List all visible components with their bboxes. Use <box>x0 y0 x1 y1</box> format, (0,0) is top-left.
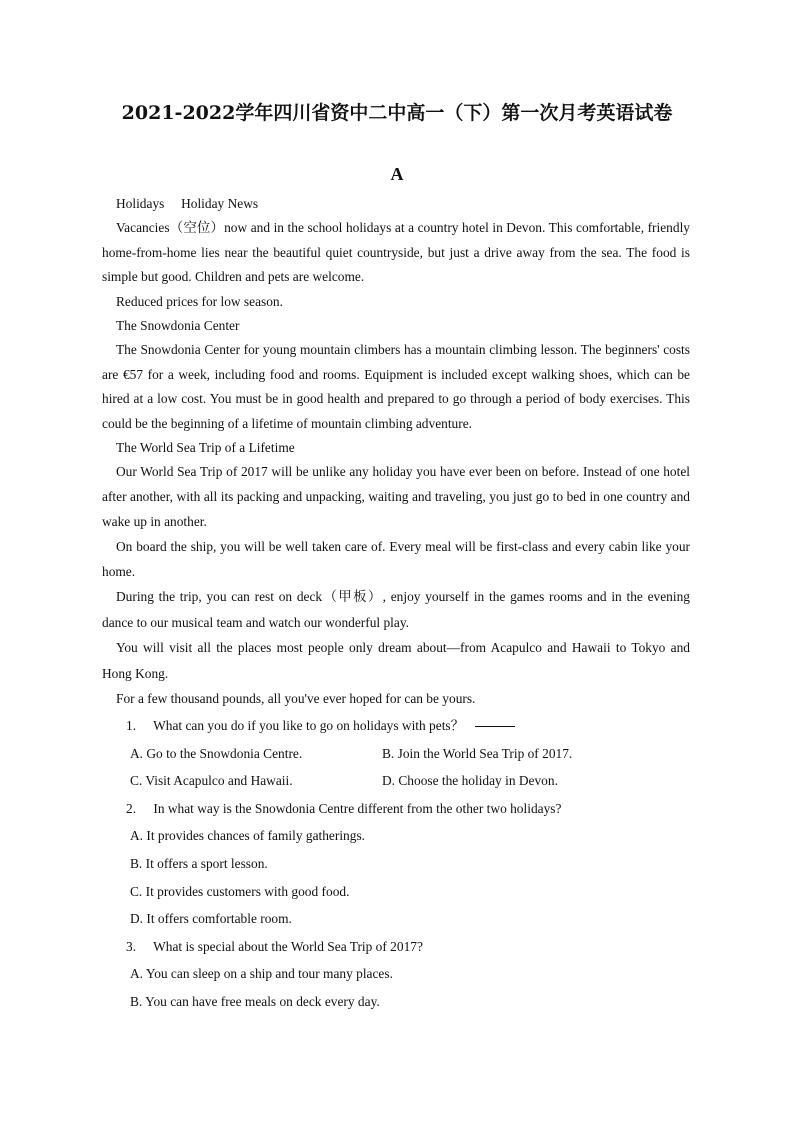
question-number: 3. <box>126 938 137 954</box>
question-number: 1. <box>126 718 137 734</box>
question-2 <box>102 795 690 823</box>
option-a[interactable]: A. It provides chances of family gatherings. <box>130 828 366 844</box>
section-heading: A <box>390 164 404 184</box>
answer-blank[interactable] <box>475 726 515 727</box>
passage-paragraph: For a few thousand pounds, all you've ever hoped for can be yours. <box>116 691 476 707</box>
passage-paragraph: Vacancies（空位）now and in the school holidays at a country hotel in Devon. This comfortable, friendly home-from-home lies near the beautiful quiet countryside, but just a drive away from the sea. The food is simple but good. Children and pets are welcome. <box>102 220 690 285</box>
passage-paragraph: During the trip, you can rest on deck（甲板）, enjoy yourself in the games rooms and in the evening dance to our musical team and watch our wonderful play. <box>102 589 690 630</box>
passage-body <box>102 192 690 1016</box>
question-text: What is special about the World Sea Trip of 2017? <box>153 938 423 954</box>
question-number: 2. <box>126 800 137 816</box>
option-a[interactable]: A. You can sleep on a ship and tour many places. <box>130 966 393 982</box>
passage-subheading: The World Sea Trip of a Lifetime <box>116 440 295 456</box>
passage-paragraph: Our World Sea Trip of 2017 will be unlike any holiday you have ever been on before. Instead of one hotel after another, with all its packing and unpacking, waiting and traveling, you just go to bed in one country and wake up in another. <box>102 464 690 529</box>
option-d[interactable]: D. Choose the holiday in Devon. <box>382 773 558 789</box>
passage-paragraph: The Snowdonia Center for young mountain climbers has a mountain climbing lesson. The beginners' costs are €57 for a week, including food and rooms. Equipment is included except walking shoes, which can be hired at a low cost. You must be in good health and prepared to go through a period of body exercises. This could be the beginning of a lifetime of mountain climbing adventure. <box>102 342 690 431</box>
option-d[interactable]: D. It offers comfortable room. <box>130 911 292 927</box>
options-row <box>102 767 690 795</box>
passage-subheading: The Snowdonia Center <box>116 318 240 334</box>
question-text: What can you do if you like to go on holidays with pets？ <box>153 718 465 734</box>
option-c[interactable]: C. Visit Acapulco and Hawaii. <box>130 773 293 789</box>
question-3 <box>102 933 690 961</box>
passage-paragraph: Reduced prices for low season. <box>116 293 283 309</box>
options-row <box>102 740 690 768</box>
exam-title: 2021-2022学年四川省资中二中高一（下）第一次月考英语试卷 <box>121 102 673 124</box>
passage-paragraph: On board the ship, you will be well taken care of. Every meal will be first-class and every cabin like your home. <box>102 539 690 580</box>
option-b[interactable]: B. You can have free meals on deck every day. <box>130 993 380 1009</box>
question-1 <box>102 712 690 740</box>
option-c[interactable]: C. It provides customers with good food. <box>130 883 350 899</box>
option-b[interactable]: B. It offers a sport lesson. <box>130 856 268 872</box>
passage-heading: Holidays Holiday News <box>116 196 259 211</box>
passage-paragraph: You will visit all the places most people only dream about—from Acapulco and Hawaii to Tokyo and Hong Kong. <box>102 640 690 681</box>
question-text: In what way is the Snowdonia Centre different from the other two holidays? <box>153 800 562 816</box>
option-a[interactable]: A. Go to the Snowdonia Centre. <box>130 745 303 761</box>
option-b[interactable]: B. Join the World Sea Trip of 2017. <box>382 745 573 761</box>
